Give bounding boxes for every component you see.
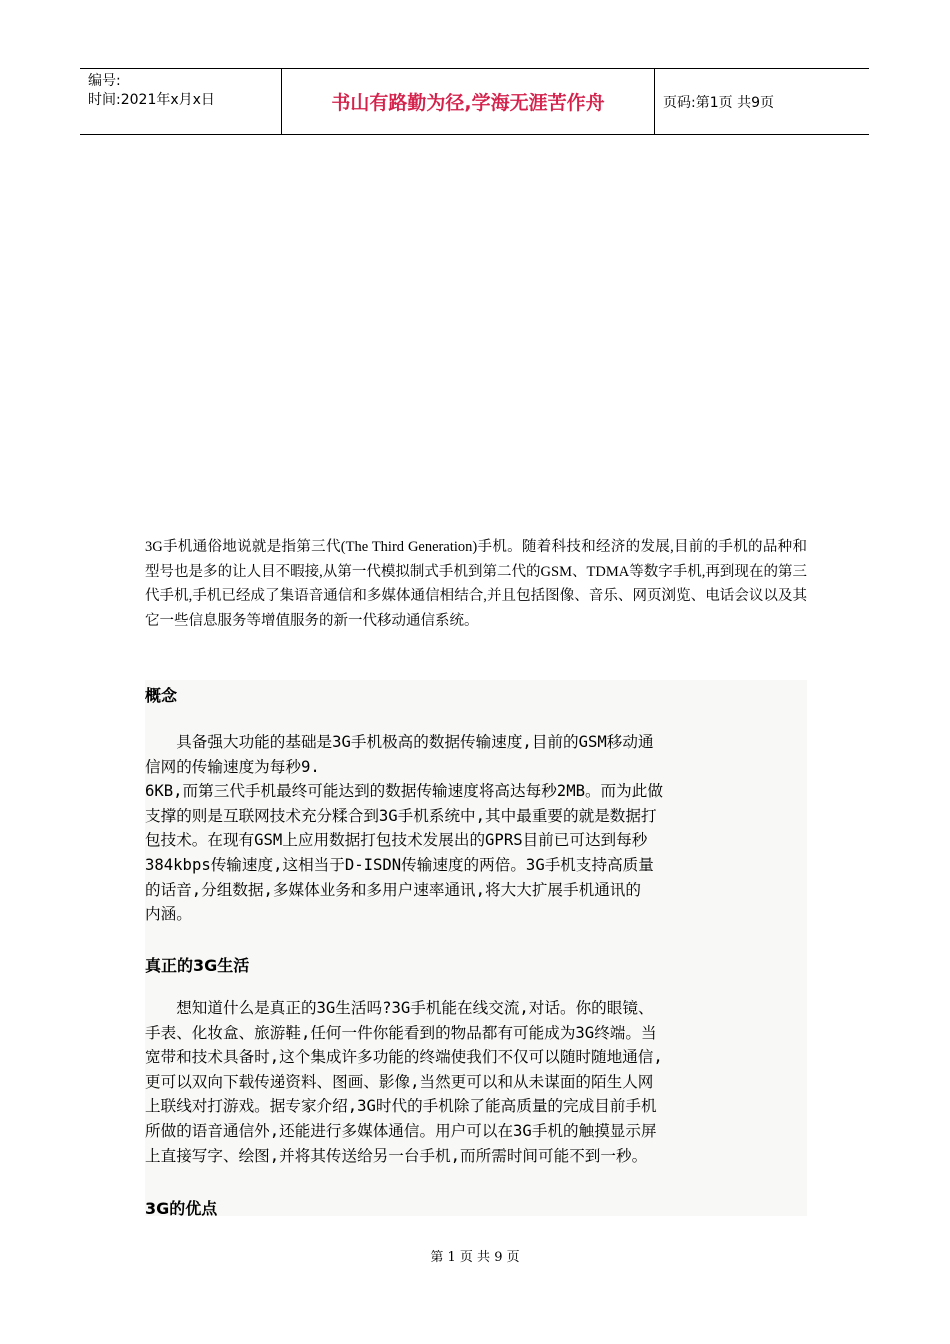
header-page-info: 页码:第1页 共9页 bbox=[663, 94, 774, 111]
section-title-3g-life: 真正的3G生活 bbox=[145, 956, 250, 975]
page-footer: 第 1 页 共 9 页 bbox=[430, 1250, 520, 1265]
document-number-label: 编号: bbox=[88, 73, 121, 89]
header-meta-cell bbox=[80, 69, 282, 134]
section-title-3g-advantages: 3G的优点 bbox=[145, 1199, 218, 1218]
section-body-3g-life: 想知道什么是真正的3G生活吗?3G手机能在线交流,对话。你的眼镜、 手表、化妆盒、旅游鞋,任何一件你能看到的物品都有可能成为3G终端。当 宽带和技术具备时,这个集成许多功能的终端使我们不仅可以随时随地通信, 更可以双向下载传递资料、图画、影像,当然更可以和从未谋面的陌生人网 上联线对打游戏。据专家介绍,3G时代的手机除了能高质量的完成目前手机 所做的语音通信外,还能进行多媒体通信。用户可以在3G手机的触摸显示屏 上直接写字、绘图,并将其传送给另一台手机,而所需时间可能不到一秒。 bbox=[145, 999, 663, 1165]
intro-paragraph: 3G手机通俗地说就是指第三代(The Third Generation)手机。随着科技和经济的发展,目前的手机的品种和型号也是多的让人目不暇接,从第一代模拟制式手机到第二代的GSM、TDMA等数字手机,再到现在的第三代手机,手机已经成了集语音通信和多媒体通信相结合,并且包括图像、音乐、网页浏览、电话会议以及其它一些信息服务等增值服务的新一代移动通信系统。 bbox=[145, 539, 807, 629]
header-table bbox=[80, 68, 869, 135]
header-motto: 书山有路勤为径,学海无涯苦作舟 bbox=[282, 69, 655, 134]
document-time-label: 时间:2021年x月x日 bbox=[88, 92, 215, 108]
section-title-concept: 概念 bbox=[145, 686, 178, 705]
section-body-concept: 具备强大功能的基础是3G手机极高的数据传输速度,目前的GSM移动通 信网的传输速度为每秒9. 6KB,而第三代手机最终可能达到的数据传输速度将高达每秒2MB。而为此做 支撑的则是互联网技术充分糅合到3G手机系统中,其中最重要的就是数据打 包技术。在现有GSM上应用数据打包技术发展出的GPRS目前已可达到每秒 384kbps传输速度,这相当于D-ISDN传输速度的两倍。3G手机支持高质量 的话音,分组数据,多媒体业务和多用户速率通讯,将大大扩展手机通讯的 内涵。 bbox=[145, 733, 663, 924]
